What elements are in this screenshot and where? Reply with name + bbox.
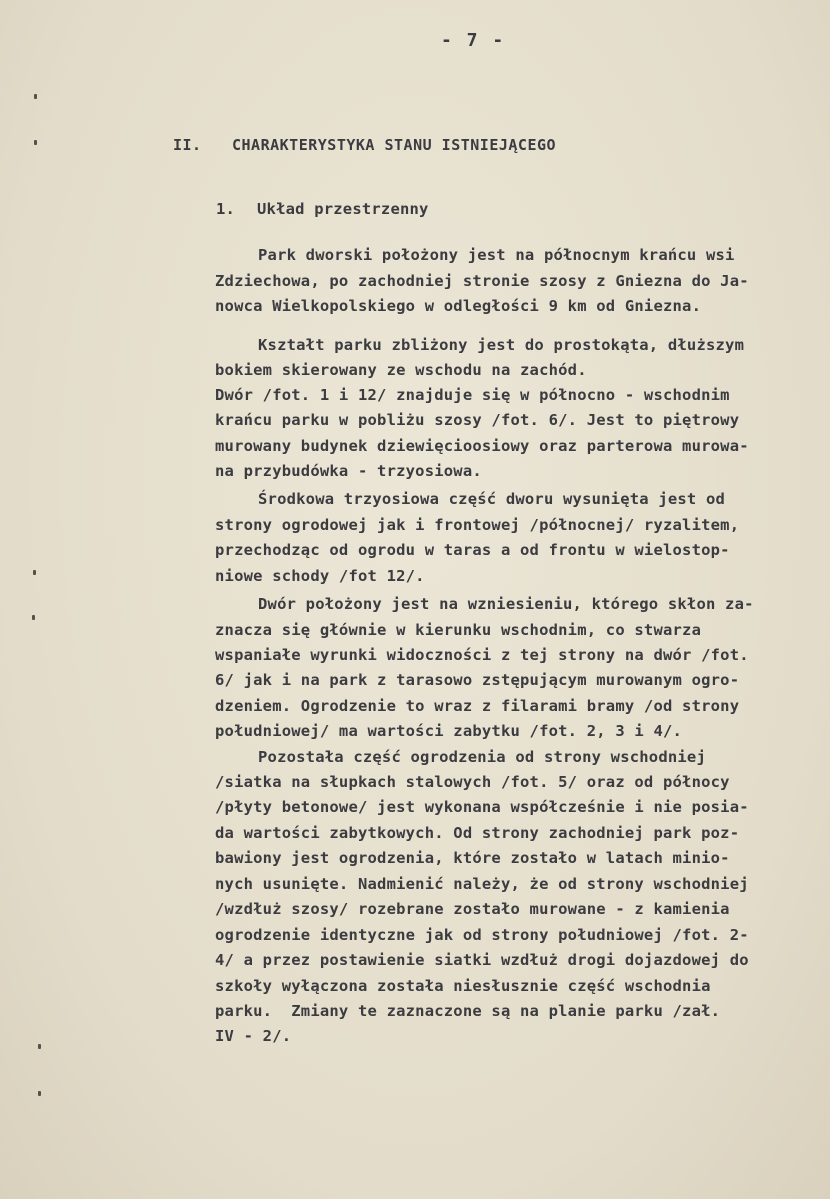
body-line: ogrodzenie identyczne jak od strony południowej /fot. 2- [215,926,749,944]
body-line: 4/ a przez postawienie siatki wzdłuż drogi dojazdowej do [215,951,749,969]
body-line: przechodząc od ogrodu w taras a od frontu w wielostop- [215,541,730,559]
body-line: IV - 2/. [215,1027,292,1045]
body-line: na przybudówka - trzyosiowa. [215,462,482,480]
body-line: Park dworski położony jest na północnym krańcu wsi [258,246,735,264]
body-line: Środkowa trzyosiowa część dworu wysunięta jest od [258,490,726,508]
binding-hole-mark [38,1091,41,1096]
body-line: bokiem skierowany ze wschodu na zachód. [215,361,587,379]
body-line: nych usunięte. Nadmienić należy, że od strony wschodniej [215,875,749,893]
body-line: wspaniałe wyrunki widoczności z tej strony na dwór /fot. [215,646,749,664]
binding-hole-mark [34,94,37,99]
body-line: Pozostała część ogrodzenia od strony wschodniej [258,748,706,766]
body-line: Dwór /fot. 1 i 12/ znajduje się w północno - wschodnim [215,386,730,404]
body-line: strony ogrodowej jak i frontowej /północnej/ ryzalitem, [215,516,740,534]
body-line: dzeniem. Ogrodzenie to wraz z filarami bramy /od strony [215,697,740,715]
body-line: Zdziechowa, po zachodniej stronie szosy z Gniezna do Ja- [215,272,749,290]
body-line: nowca Wielkopolskiego w odległości 9 km od Gniezna. [215,297,702,315]
body-line: da wartości zabytkowych. Od strony zachodniej park poz- [215,824,740,842]
binding-hole-mark [33,570,36,575]
body-line: /płyty betonowe/ jest wykonana współcześnie i nie posia- [215,798,749,816]
body-line: niowe schody /fot 12/. [215,567,425,585]
body-line: /siatka na słupkach stalowych /fot. 5/ oraz od północy [215,773,730,791]
page-number: - 7 - [441,30,506,51]
body-line: bawiony jest ogrodzenia, które zostało w latach minio- [215,849,730,867]
body-line: parku. Zmiany te zaznaczone są na planie parku /zał. [215,1002,721,1020]
section-number: II. [173,136,202,154]
body-line: krańcu parku w pobliżu szosy /fot. 6/. Jest to piętrowy [215,411,740,429]
body-line: murowany budynek dziewięcioosiowy oraz parterowa murowa- [215,437,749,455]
body-line: /wzdłuż szosy/ rozebrane zostało murowane - z kamienia [215,900,730,918]
subsection-title: Układ przestrzenny [257,200,429,218]
section-title: CHARAKTERYSTYKA STANU ISTNIEJĄCEGO [232,136,557,154]
body-line: 6/ jak i na park z tarasowo zstępującym murowanym ogro- [215,671,740,689]
body-line: południowej/ ma wartości zabytku /fot. 2, 3 i 4/. [215,722,683,740]
binding-hole-mark [34,140,37,145]
body-line: szkoły wyłączona została niesłusznie część wschodnia [215,977,711,995]
subsection-number: 1. [216,200,236,218]
body-line: Kształt parku zbliżony jest do prostokąta, dłuższym [258,336,745,354]
binding-hole-mark [32,615,35,620]
body-line: Dwór położony jest na wzniesieniu, którego skłon za- [258,595,754,613]
binding-hole-mark [38,1044,41,1049]
body-line: znacza się głównie w kierunku wschodnim, co stwarza [215,621,702,639]
